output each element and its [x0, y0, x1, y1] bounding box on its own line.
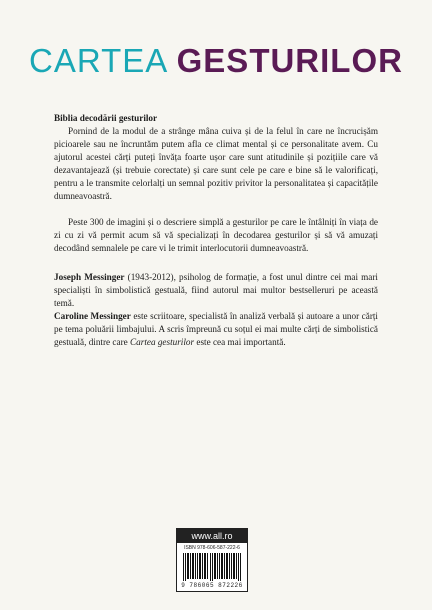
author-1-name: Joseph Messinger [54, 272, 125, 282]
blurb-paragraph-1: Pornind de la modul de a strânge mâna cuiva și de la felul în care ne încrucișăm picioarele sau ne încruntăm putem afla ce climat mental și ce personalitate avem. Cu ajutorul acestei cărți puteți învăța foarte ușor care sunt atitudinile și pozițiile care vă dezavantajează (și trebuie corectate) și care sunt cele pe care e bine să le valorificați, pentru a le transmite celorlalți un semnal pozitiv privitor la personalitatea și capacitățile dumneavoastră. [54, 126, 378, 201]
title-part-2: GESTURILOR [176, 42, 403, 79]
isbn-text: ISBN 978-606-587-222-6 [184, 545, 240, 551]
author-1-bio [54, 271, 378, 310]
author-2-text: este scriitoare, specialistă în analiză verbală și autoare a unor cărți pe tema poluării limbajului. A scris împreună cu soțul ei mai multe cărți de simbolistică gestuală, dintre care [54, 311, 378, 347]
barcode-digits: 9 786065 872226 [181, 582, 243, 589]
barcode-box [176, 528, 248, 592]
book-title [0, 44, 432, 77]
author-1-text: (1943-2012), psiholog de formație, a fost unul dintre cei mai mari specialiști în simbolistică gestuală, fiind autorul mai multor bestselleruri pe această temă. [54, 272, 378, 308]
title-part-1: CARTEA [29, 42, 167, 79]
author-2-end: este cea mai importantă. [194, 337, 286, 347]
book-title-ref: Cartea gesturilor [130, 337, 195, 347]
back-cover-text [54, 112, 378, 349]
author-2-name: Caroline Messinger [54, 311, 131, 321]
barcode-icon [183, 553, 241, 581]
author-2-bio [54, 310, 378, 349]
blurb-paragraph-2: Peste 300 de imagini și o descriere simplă a gesturilor pe care le întâlniți în viața de zi cu zi vă permit acum să vă specializați în decodarea gesturilor și să vă amuzați decodând semnalele pe care vi le trimit interlocutorii dumneavoastră. [54, 217, 378, 253]
blurb-heading: Biblia decodării gesturilor [54, 113, 158, 123]
publisher-website: www.all.ro [177, 529, 247, 543]
